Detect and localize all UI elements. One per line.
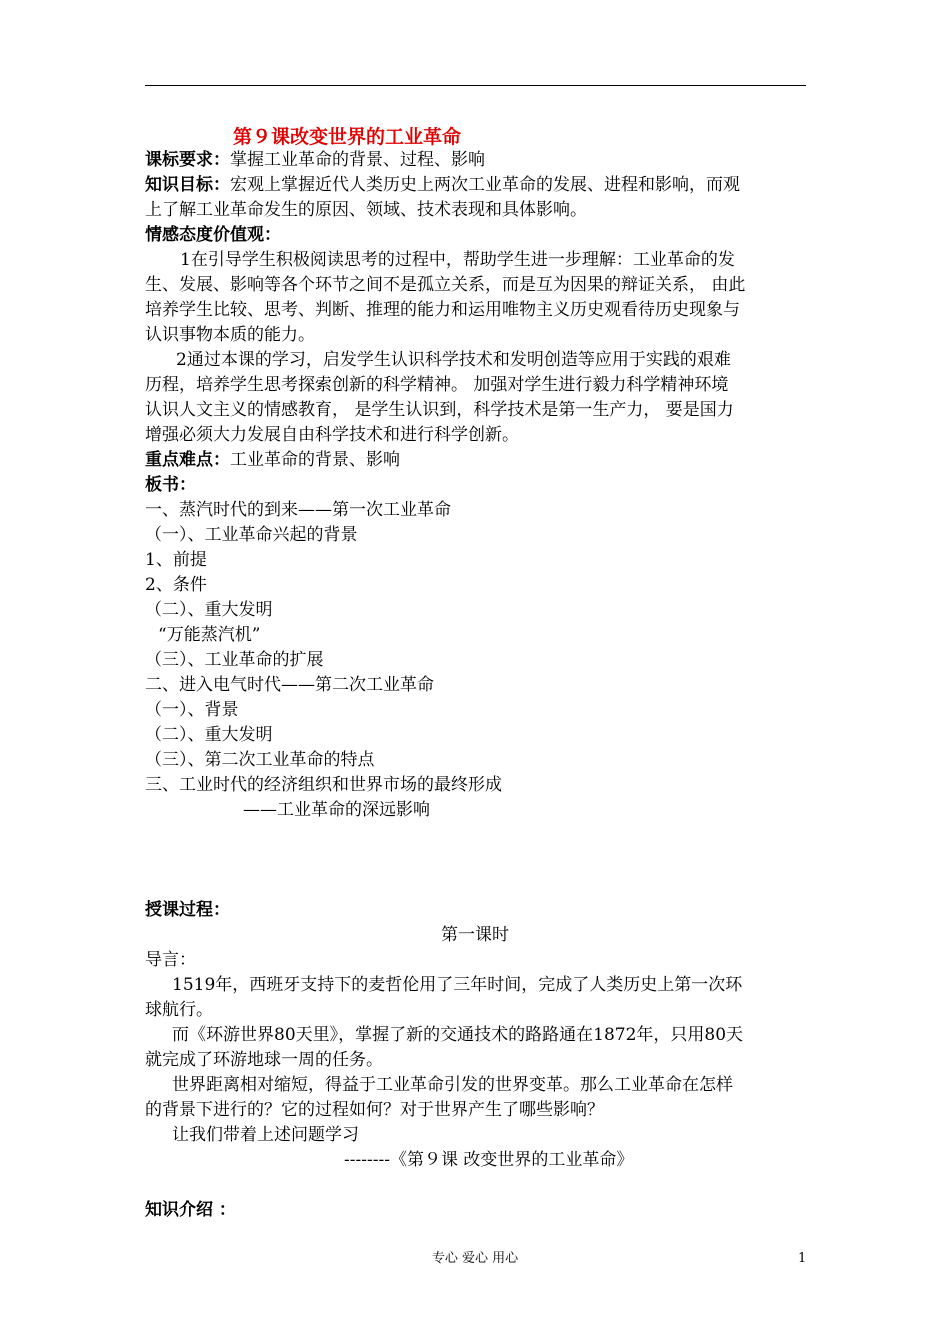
intro-p2-line1: 而《环游世界80天里》，掌握了新的交通技术的路路通在1872年，只用80天 [172,1025,744,1045]
curriculum-requirement [145,148,815,173]
emotion-label: 情感态度价值观： [145,225,281,245]
knowledge-goal [145,173,815,198]
board-item: 2、条件 [145,575,207,595]
key-text: 工业革命的背景、影响 [230,450,400,470]
footer-motto: 专心 爱心 用心 [431,1251,519,1266]
emotion-p1-line3: 培养学生比较、思考、判断、推理的能力和运用唯物主义历史观看待历史现象与 [145,300,740,320]
curriculum-label: 课标要求： [145,150,230,170]
emotion-p2-line1: 2通过本课的学习，启发学生认识科学技术和发明创造等应用于实践的艰难 [176,350,731,370]
knowledge-text-line1: 宏观上掌握近代人类历史上两次工业革命的发展、进程和影响，而观 [230,175,740,195]
knowledge-text-line2: 上了解工业革命发生的原因、领域、技术表现和具体影响。 [145,200,587,220]
board-item: 三、工业时代的经济组织和世界市场的最终形成 [145,775,502,795]
intro-reference: --------《第９课 改变世界的工业革命》 [344,1150,634,1170]
intro-p2-line2: 就完成了环游地球一周的任务。 [145,1050,383,1070]
key-points [145,448,815,473]
board-item: （一）、工业革命兴起的背景 [145,525,358,545]
process-label: 授课过程： [145,900,230,920]
board-item: “万能蒸汽机” [158,625,261,645]
key-label: 重点难点： [145,450,230,470]
board-item: ——工业革命的深远影响 [243,800,430,820]
board-item: （三）、工业革命的扩展 [145,650,324,670]
knowledge-label: 知识目标： [145,175,230,195]
lesson-period: 第一课时 [441,925,509,945]
board-item: （一）、背景 [145,700,239,720]
board-item: （二）、重大发明 [145,725,273,745]
lesson-title: 第９课改变世界的工业革命 [233,126,462,148]
emotion-p2-line3: 认识人文主义的情感教育， 是学生认识到，科学技术是第一生产力， 要是国力 [145,400,734,420]
emotion-p1-line1: 1在引导学生积极阅读思考的过程中，帮助学生进一步理解：工业革命的发 [180,250,735,270]
curriculum-text: 掌握工业革命的背景、过程、影响 [230,150,485,170]
board-item: 1、前提 [145,550,207,570]
board-item: （二）、重大发明 [145,600,273,620]
board-label: 板书： [145,475,196,495]
intro-p1-line2: 球航行。 [145,1000,213,1020]
board-item: （三）、第二次工业革命的特点 [145,750,375,770]
intro-p1-line1: 1519年，西班牙支持下的麦哲伦用了三年时间，完成了人类历史上第一次环 [172,975,743,995]
emotion-p1-line2: 生、发展、影响等各个环节之间不是孤立关系，而是互为因果的辩证关系， 由此 [145,275,746,295]
header-rule [145,85,806,86]
intro-p3-line2: 的背景下进行的？它的过程如何？对于世界产生了哪些影响？ [145,1100,604,1120]
intro-p3-line1: 世界距离相对缩短，得益于工业革命引发的世界变革。那么工业革命在怎样 [172,1075,733,1095]
intro-p4: 让我们带着上述问题学习 [172,1125,359,1145]
emotion-p2-line2: 历程，培养学生思考探索创新的科学精神。 加强对学生进行毅力科学精神环境 [145,375,729,395]
knowledge-intro-label: 知识介绍 ： [145,1200,236,1220]
board-item: 二、进入电气时代——第二次工业革命 [145,675,434,695]
intro-label: 导言： [145,950,196,970]
page-number: 1 [798,1251,807,1266]
emotion-p2-line4: 增强必须大力发展自由科学技术和进行科学创新。 [145,425,519,445]
board-item: 一、蒸汽时代的到来——第一次工业革命 [145,500,451,520]
emotion-p1-line4: 认识事物本质的能力。 [145,325,315,345]
